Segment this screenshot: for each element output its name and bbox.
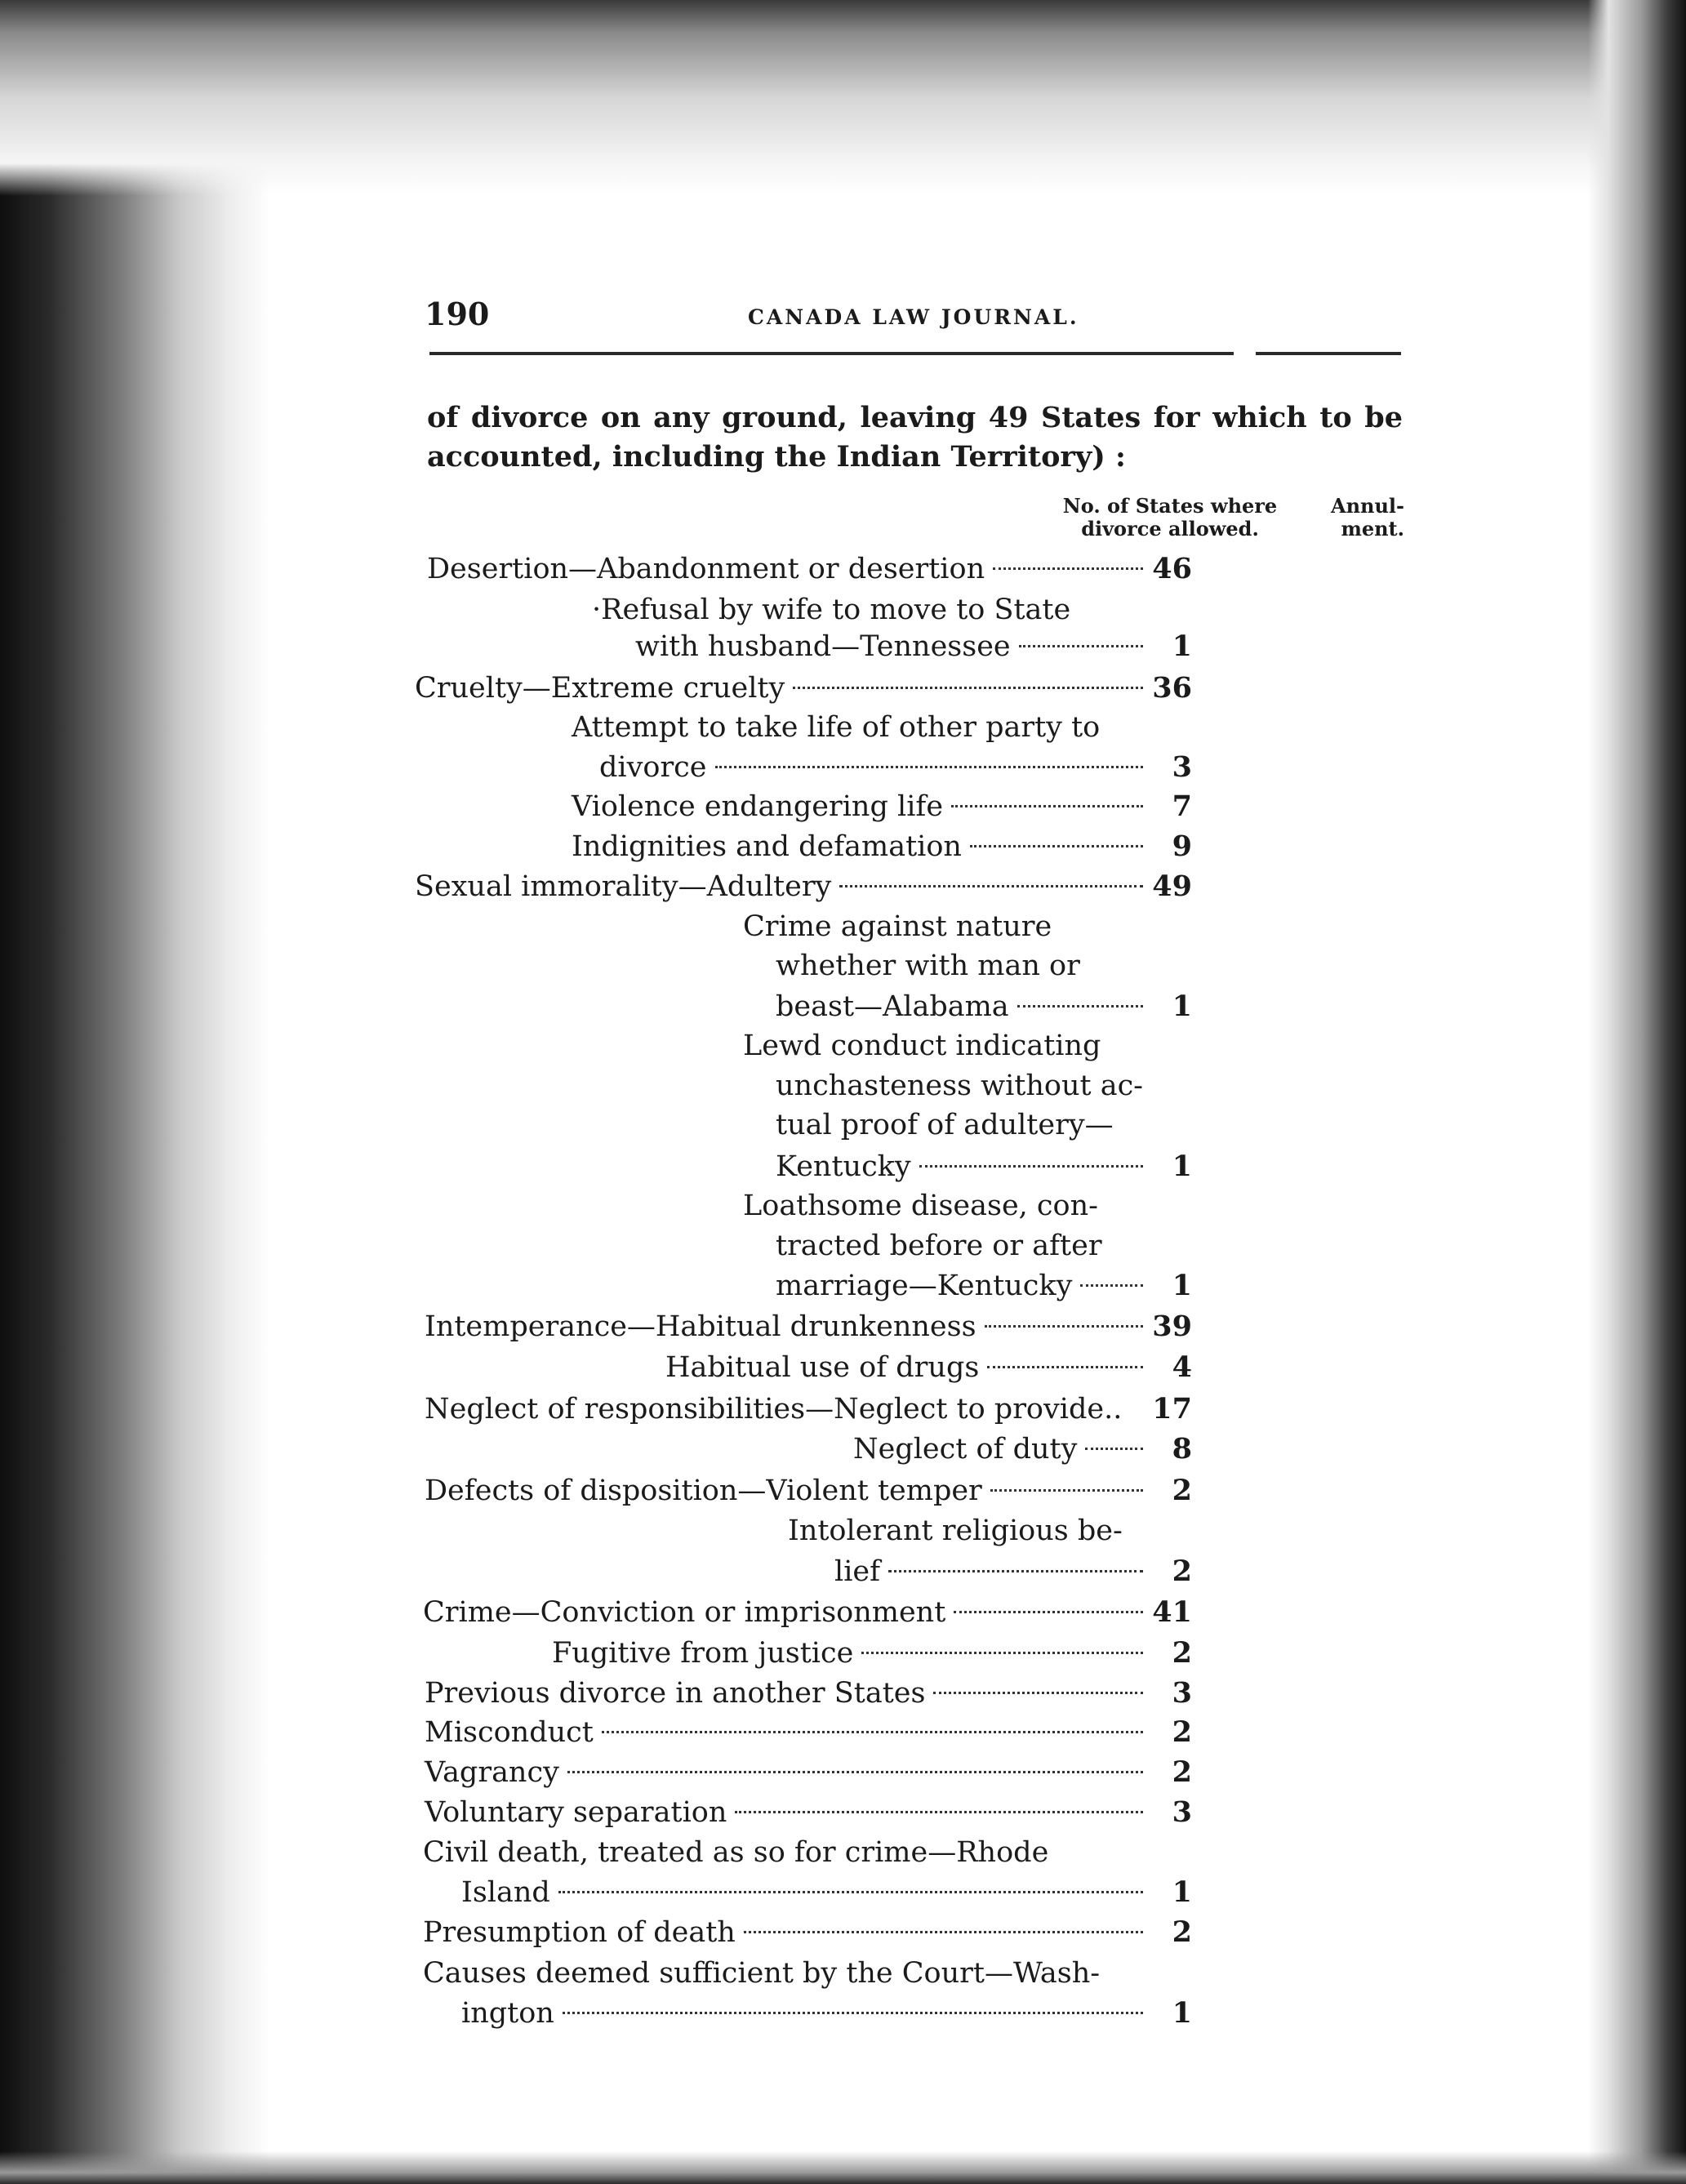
ground-entry	[552, 1633, 1192, 1674]
dot-leader	[1080, 1284, 1143, 1287]
ground-label: Crime—Conviction or imprisonment	[423, 1596, 946, 1629]
ground-label: Lewd conduct indicating	[743, 1030, 1101, 1062]
ground-entry	[665, 1347, 1192, 1388]
ground-entry	[572, 786, 1192, 827]
states-count: 7	[1172, 790, 1192, 823]
ground-entry	[423, 1912, 1192, 1953]
ground-label: Crime against nature	[743, 910, 1052, 943]
scan-edge-shadow-top	[0, 0, 1686, 196]
ground-label: Intemperance—Habitual drunkenness	[425, 1310, 976, 1343]
dot-leader	[990, 1489, 1143, 1492]
ground-entry	[853, 1429, 1192, 1470]
ground-entry	[788, 1510, 1192, 1551]
ground-label: with husband—Tennessee	[635, 630, 1011, 663]
dot-leader	[567, 1771, 1143, 1773]
states-count: 17	[1152, 1392, 1192, 1426]
ground-entry	[743, 1025, 1192, 1066]
states-count: 41	[1152, 1595, 1192, 1629]
ground-label: marriage—Kentucky	[776, 1270, 1073, 1302]
ground-label: beast—Alabama	[776, 990, 1009, 1023]
ground-label: Desertion—Abandonment or desertion	[427, 553, 985, 585]
scan-edge-shadow-left	[0, 0, 269, 2184]
ground-label: Cruelty—Extreme cruelty	[415, 672, 785, 705]
dot-leader	[1019, 645, 1143, 647]
ground-entry	[423, 1592, 1192, 1633]
states-count: 2	[1172, 1474, 1192, 1507]
scan-edge-shadow-right	[1588, 0, 1686, 2184]
scan-edge-shadow-bottom	[0, 2151, 1686, 2184]
states-count: 1	[1172, 990, 1192, 1023]
ground-label: Misconduct	[425, 1716, 594, 1749]
states-count: 2	[1172, 1755, 1192, 1789]
dot-leader	[602, 1731, 1143, 1733]
states-count: 39	[1152, 1310, 1192, 1343]
dot-leader	[987, 1366, 1143, 1368]
states-count: 2	[1172, 1715, 1192, 1749]
dot-leader	[861, 1652, 1143, 1654]
ground-entry	[425, 1712, 1192, 1753]
ground-label: whether with man or	[776, 950, 1080, 982]
ground-entry	[415, 668, 1192, 709]
header-rule-short	[1256, 352, 1401, 355]
header-rule	[429, 352, 1234, 355]
dot-leader	[558, 1891, 1143, 1893]
intro-line-1: of divorce on any ground, leaving 49 States for which to be	[427, 401, 1403, 434]
dot-leader	[954, 1611, 1143, 1613]
states-count: 49	[1152, 870, 1192, 903]
states-count: 9	[1172, 830, 1192, 863]
ground-label: unchasteness without ac-	[776, 1070, 1143, 1102]
ground-entry	[425, 1752, 1192, 1793]
ground-label: Island	[461, 1876, 550, 1909]
ground-entry	[425, 1306, 1192, 1347]
ground-entry	[425, 1792, 1192, 1833]
ground-entry	[776, 1265, 1192, 1306]
states-count: 8	[1172, 1432, 1192, 1466]
ground-label: Presumption of death	[423, 1916, 736, 1949]
ground-entry	[461, 1993, 1192, 2034]
states-count: 1	[1172, 629, 1192, 663]
ground-entry	[423, 1832, 1192, 1873]
ground-label: Sexual immorality—Adultery	[415, 870, 832, 903]
ground-label: Violence endangering life	[572, 790, 944, 823]
dot-leader	[970, 845, 1143, 847]
dot-leader	[793, 687, 1143, 689]
ground-label: Fugitive from justice	[552, 1637, 854, 1670]
dot-leader	[951, 805, 1143, 807]
states-count: 36	[1152, 671, 1192, 705]
dot-leader	[888, 1570, 1143, 1572]
dot-leader	[744, 1931, 1143, 1933]
ground-entry	[572, 707, 1192, 748]
ground-label: Loathsome disease, con-	[743, 1190, 1098, 1222]
page-number: 190	[425, 296, 490, 332]
ground-entry	[425, 1389, 1192, 1430]
ground-entry	[423, 1953, 1192, 1994]
ground-label: Habitual use of drugs	[665, 1351, 980, 1384]
ground-label: Previous divorce in another States	[425, 1677, 926, 1710]
states-count: 2	[1172, 1636, 1192, 1670]
ground-entry	[776, 1065, 1192, 1106]
ground-entry	[599, 747, 1192, 788]
ground-entry	[461, 1872, 1192, 1913]
ground-label: divorce	[599, 751, 707, 784]
states-count: 3	[1172, 750, 1192, 784]
ground-label: tual proof of adultery—	[776, 1109, 1114, 1141]
ground-label: Civil death, treated as so for crime—Rhode	[423, 1836, 1049, 1869]
ground-entry	[776, 945, 1192, 986]
dot-leader	[985, 1325, 1143, 1328]
states-count: 3	[1172, 1676, 1192, 1710]
ground-label: Kentucky	[776, 1150, 911, 1183]
running-head: CANADA LAW JOURNAL.	[748, 305, 1079, 329]
ground-entry	[776, 1105, 1192, 1145]
ground-label: tracted before or after	[776, 1230, 1102, 1262]
dot-leader	[993, 567, 1143, 570]
ground-entry	[572, 826, 1192, 867]
states-count: 1	[1172, 1150, 1192, 1183]
states-count: 2	[1172, 1555, 1192, 1588]
dot-leader	[715, 766, 1144, 768]
ground-entry	[425, 1470, 1192, 1511]
states-count: 46	[1152, 552, 1192, 585]
dot-leader	[1017, 1005, 1143, 1007]
ground-entry	[834, 1551, 1192, 1592]
ground-entry	[776, 1146, 1192, 1187]
ground-entry	[743, 1185, 1192, 1226]
ground-label: Voluntary separation	[425, 1796, 727, 1829]
ground-label: Causes deemed sufficient by the Court—Wash-	[423, 1957, 1101, 1990]
ground-label: ington	[461, 1997, 554, 2030]
ground-label: Intolerant religious be-	[788, 1515, 1123, 1547]
states-count: 1	[1172, 1875, 1192, 1909]
states-count: 1	[1172, 1269, 1192, 1302]
ground-label: lief	[834, 1555, 881, 1588]
column-head-annulment: Annul- ment.	[1330, 494, 1404, 540]
ground-entry	[425, 1673, 1192, 1714]
dot-leader	[919, 1165, 1143, 1168]
ground-label: Attempt to take life of other party to	[572, 711, 1101, 744]
states-count: 2	[1172, 1915, 1192, 1949]
ground-label: Defects of disposition—Violent temper	[425, 1475, 982, 1507]
ground-label: Neglect of responsibilities—Neglect to provide..	[425, 1393, 1123, 1426]
states-count: 1	[1172, 1996, 1192, 2030]
ground-entry	[427, 549, 1192, 589]
ground-label: Vagrancy	[425, 1756, 559, 1789]
ground-label: Indignities and defamation	[572, 830, 962, 863]
states-count: 4	[1172, 1350, 1192, 1384]
ground-entry	[776, 986, 1192, 1027]
dot-leader	[563, 2012, 1143, 2014]
dot-leader	[839, 885, 1143, 887]
dot-leader	[933, 1692, 1143, 1694]
states-count: 3	[1172, 1795, 1192, 1829]
ground-label: ·Refusal by wife to move to State	[592, 594, 1071, 626]
dot-leader	[1085, 1448, 1143, 1450]
ground-entry	[743, 906, 1192, 947]
ground-entry	[592, 589, 1192, 630]
dot-leader	[735, 1811, 1143, 1813]
column-head-states: No. of States where divorce allowed.	[1062, 494, 1278, 540]
ground-entry	[776, 1225, 1192, 1266]
ground-entry	[635, 626, 1192, 667]
intro-line-2: accounted, including the Indian Territory) :	[427, 440, 1126, 474]
ground-entry	[415, 866, 1192, 907]
ground-label: Neglect of duty	[853, 1433, 1078, 1466]
